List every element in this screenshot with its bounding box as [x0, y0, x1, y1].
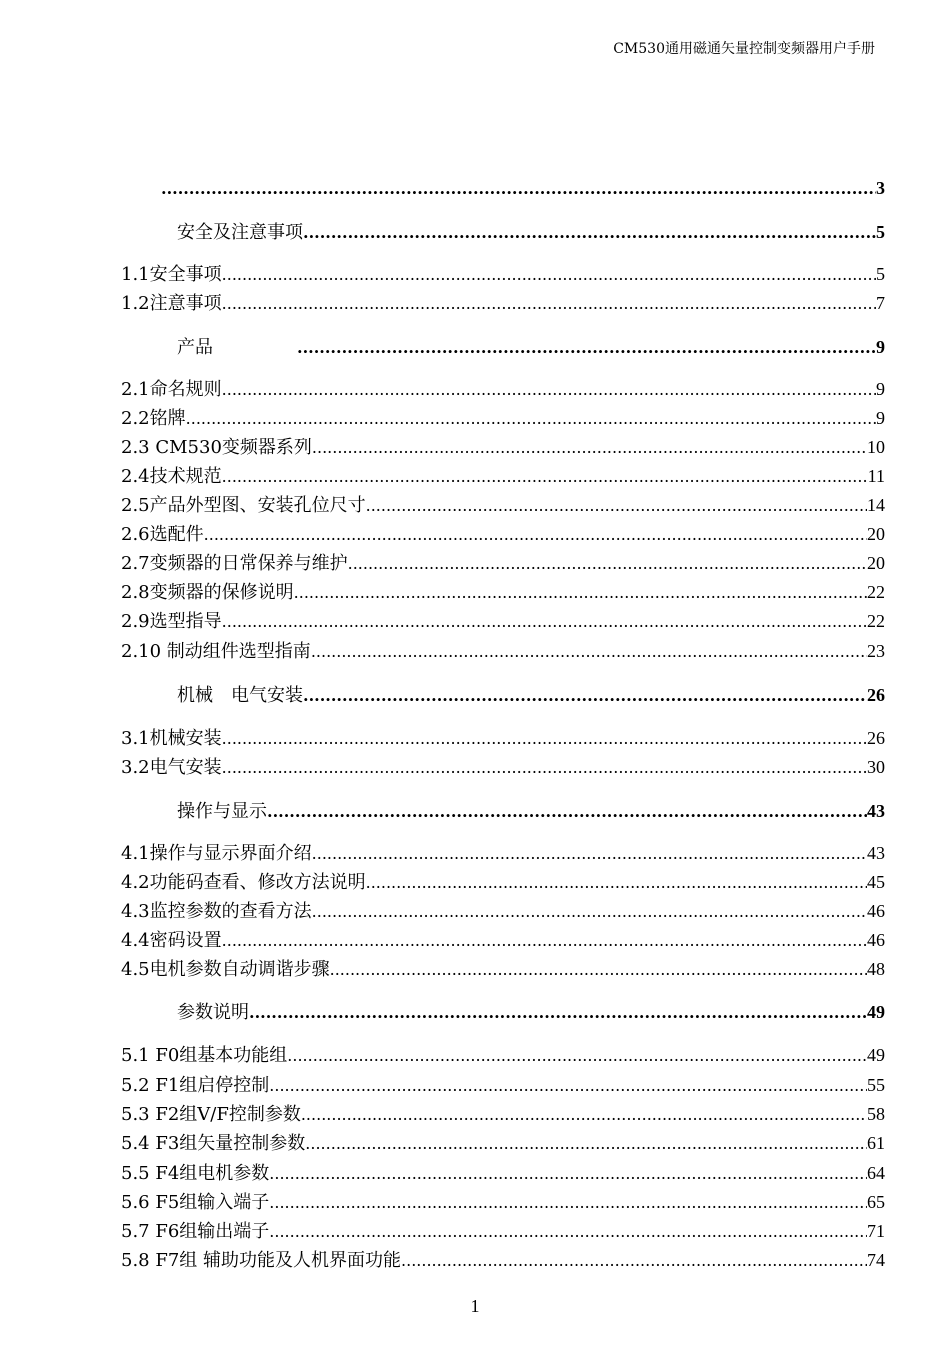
toc-entry-page: 20	[867, 524, 885, 544]
toc-entry-2-2[interactable]	[121, 406, 885, 431]
toc-entry-page: 22	[867, 582, 885, 602]
toc-entry-label: 4.3监控参数的查看方法	[121, 901, 312, 922]
toc-leader-dots	[269, 1191, 867, 1215]
toc-entry-4-4[interactable]	[121, 928, 885, 953]
toc-leader-dots	[161, 177, 876, 201]
toc-entry-label: 4.2功能码查看、修改方法说明	[121, 872, 366, 893]
toc-entry-page: 26	[867, 728, 885, 748]
toc-entry-page: 9	[876, 337, 885, 357]
toc-entry-page: 48	[867, 959, 885, 979]
toc-leader-dots	[294, 581, 867, 605]
toc-entry-5-5[interactable]	[121, 1161, 885, 1186]
toc-entry-label: 2.7变频器的日常保养与维护	[121, 553, 348, 574]
toc-entry-page: 49	[867, 1002, 885, 1022]
toc-leader-dots	[312, 900, 867, 924]
toc-entry-label: 4.4密码设置	[121, 930, 222, 951]
toc-chapter-4[interactable]	[121, 799, 885, 824]
toc-entry-label: 2.3 CM530变频器系列	[121, 437, 312, 458]
toc-leader-dots	[269, 1162, 867, 1186]
toc-leader-dots	[269, 1220, 867, 1244]
toc-entry-4-2[interactable]	[121, 870, 885, 895]
toc-entry-page: 49	[867, 1045, 885, 1065]
toc-entry-label: 1.1安全事项	[121, 264, 222, 285]
toc-entry-label: 5.4 F3组矢量控制参数	[121, 1133, 306, 1154]
toc-leader-dots	[267, 800, 867, 824]
toc-entry-page: 58	[867, 1104, 885, 1124]
toc-entry-preface[interactable]	[121, 176, 885, 201]
toc-chapter-5[interactable]	[121, 1000, 885, 1025]
toc-entry-page: 5	[876, 264, 885, 284]
toc-entry-label: 5.1 F0组基本功能组	[121, 1045, 288, 1066]
toc-entry-page: 5	[876, 222, 885, 242]
toc-chapter-3[interactable]	[121, 683, 885, 708]
toc-entry-page: 11	[867, 466, 885, 486]
toc-leader-dots	[401, 1249, 867, 1273]
toc-entry-page: 45	[867, 872, 885, 892]
toc-leader-dots	[222, 378, 876, 402]
toc-entry-page: 7	[876, 293, 885, 313]
toc-entry-4-3[interactable]	[121, 899, 885, 924]
toc-entry-label: 2.9选型指导	[121, 611, 222, 632]
toc-entry-page: 55	[867, 1075, 885, 1095]
toc-entry-page: 22	[867, 611, 885, 631]
toc-entry-page: 23	[867, 641, 885, 661]
toc-entry-label: 5.7 F6组输出端子	[121, 1221, 270, 1242]
toc-entry-label: 5.6 F5组输入端子	[121, 1192, 270, 1213]
toc-entry-2-9[interactable]	[121, 609, 885, 634]
toc-entry-2-1[interactable]	[121, 377, 885, 402]
toc-entry-page: 3	[876, 178, 885, 198]
toc-leader-dots	[287, 1044, 867, 1068]
toc-entry-label: 2.4技术规范	[121, 466, 222, 487]
toc-entry-page: 14	[867, 495, 885, 515]
toc-entry-2-10[interactable]	[121, 639, 885, 664]
toc-leader-dots	[222, 465, 868, 489]
toc-leader-dots	[348, 552, 867, 576]
toc-entry-label: 操作与显示	[177, 801, 267, 822]
toc-leader-dots	[303, 684, 867, 708]
toc-entry-page: 9	[876, 379, 885, 399]
toc-entry-page: 43	[867, 843, 885, 863]
toc-entry-label: 5.8 F7组 辅助功能及人机界面功能	[121, 1250, 402, 1271]
toc-entry-label: 2.10 制动组件选型指南	[121, 641, 311, 662]
toc-entry-label: 1.2注意事项	[121, 293, 222, 314]
toc-entry-label: 4.5电机参数自动调谐步骤	[121, 959, 330, 980]
toc-entry-page: 30	[867, 757, 885, 777]
toc-entry-label: 3.1机械安装	[121, 728, 222, 749]
toc-entry-page: 26	[867, 685, 885, 705]
toc-entry-2-5[interactable]	[121, 493, 885, 518]
toc-entry-label: 2.1命名规则	[121, 379, 222, 400]
toc-entry-3-2[interactable]	[121, 755, 885, 780]
toc-entry-1-2[interactable]	[121, 291, 885, 316]
toc-entry-label: 2.8变频器的保修说明	[121, 582, 294, 603]
toc-entry-label: 4.1操作与显示界面介绍	[121, 843, 312, 864]
toc-entry-2-4[interactable]	[121, 464, 885, 489]
toc-entry-label: 3.2电气安装	[121, 757, 222, 778]
toc-entry-2-8[interactable]	[121, 580, 885, 605]
toc-entry-page: 9	[876, 408, 885, 428]
toc-entry-3-1[interactable]	[121, 726, 885, 751]
toc-leader-dots	[303, 221, 876, 245]
toc-entry-label: 安全及注意事项	[177, 222, 303, 243]
toc-entry-4-5[interactable]	[121, 957, 885, 982]
toc-leader-dots	[249, 1001, 867, 1025]
running-header: CM530通用磁通矢量控制变频器用户手册	[613, 41, 875, 57]
toc-entry-page: 64	[867, 1163, 885, 1183]
toc-entry-page: 74	[867, 1250, 885, 1270]
toc-entry-2-7[interactable]	[121, 551, 885, 576]
toc-entry-label: 2.6选配件	[121, 524, 204, 545]
toc-leader-dots	[222, 756, 867, 780]
toc-entry-page: 20	[867, 553, 885, 573]
toc-entry-page: 43	[867, 801, 885, 821]
toc-leader-dots	[222, 263, 876, 287]
toc-entry-4-1[interactable]	[121, 841, 885, 866]
toc-entry-label: 5.5 F4组电机参数	[121, 1163, 270, 1184]
toc-leader-dots	[366, 871, 867, 895]
toc-entry-label: 2.2铭牌	[121, 408, 186, 429]
toc-entry-page: 71	[867, 1221, 885, 1241]
toc-entry-page: 61	[867, 1133, 885, 1153]
toc-entry-5-4[interactable]	[121, 1131, 885, 1156]
toc-entry-label: 5.2 F1组启停控制	[121, 1075, 270, 1096]
toc-leader-dots	[222, 727, 867, 751]
toc-leader-dots	[312, 842, 867, 866]
toc-leader-dots	[204, 523, 867, 547]
toc-leader-dots	[186, 407, 876, 431]
toc-leader-dots	[297, 336, 876, 360]
toc-entry-label: 2.5产品外型图、安装孔位尺寸	[121, 495, 366, 516]
toc-entry-5-1[interactable]	[121, 1043, 885, 1068]
toc-entry-page: 46	[867, 930, 885, 950]
toc-entry-label: 参数说明	[177, 1002, 249, 1023]
toc-entry-page: 10	[867, 437, 885, 457]
toc-chapter-2[interactable]	[121, 335, 885, 360]
toc-leader-dots	[269, 1074, 867, 1098]
toc-entry-label: 机械 电气安装	[177, 685, 303, 706]
toc-entry-page: 46	[867, 901, 885, 921]
toc-entry-5-8[interactable]	[121, 1248, 885, 1273]
toc-leader-dots	[301, 1103, 867, 1127]
toc-leader-dots	[366, 494, 867, 518]
toc-entry-5-2[interactable]	[121, 1073, 885, 1098]
toc-leader-dots	[222, 610, 867, 634]
toc-entry-2-6[interactable]	[121, 522, 885, 547]
toc-leader-dots	[312, 436, 867, 460]
page-number: 1	[470, 1296, 480, 1316]
toc-entry-5-6[interactable]	[121, 1190, 885, 1215]
toc-entry-1-1[interactable]	[121, 262, 885, 287]
toc-entry-5-7[interactable]	[121, 1219, 885, 1244]
toc-leader-dots	[222, 929, 867, 953]
toc-entry-page: 65	[867, 1192, 885, 1212]
toc-leader-dots	[305, 1132, 867, 1156]
toc-entry-label: 5.3 F2组V/F控制参数	[121, 1104, 301, 1125]
toc-leader-dots	[311, 640, 867, 664]
toc-entry-5-3[interactable]	[121, 1102, 885, 1127]
toc-leader-dots	[330, 958, 867, 982]
toc-chapter-1[interactable]	[121, 220, 885, 245]
toc-entry-label: 产品	[177, 337, 249, 358]
toc-entry-2-3[interactable]	[121, 435, 885, 460]
toc-leader-dots	[222, 292, 876, 316]
